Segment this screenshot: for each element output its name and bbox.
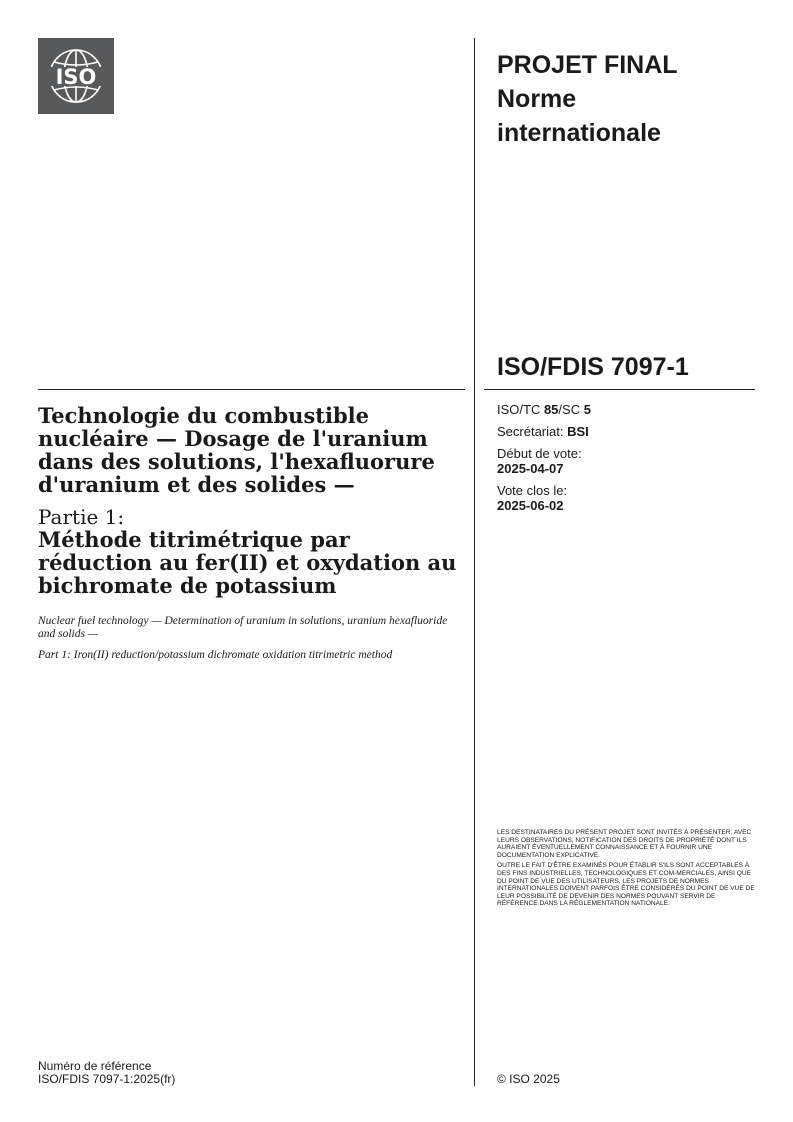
iso-logo-text: ISO xyxy=(55,65,97,89)
vote-end-date: 2025-06-02 xyxy=(497,498,564,513)
document-code: ISO/FDIS 7097-1 xyxy=(497,353,689,381)
english-part-title: Part 1: Iron(II) reduction/potassium dichromate oxidation titrimetric method xyxy=(38,649,393,661)
notice-paragraph-1: LES DESTINATAIRES DU PRÉSENT PROJET SONT INVITÉS À PRÉSENTER, AVEC LEURS OBSERVATIONS, NOTIFICATION DES DROITS DE PROPRIÉTÉ DONT ILS AURAIENT ÉVENTUELLEMENT CONNAISSANCE ET À FOURNIR UNE DOCUMENTATION EXPLICATIVE. xyxy=(497,829,752,859)
doc-type-line1: Norme xyxy=(497,85,577,113)
part-label: Partie 1: xyxy=(38,505,125,529)
reference-number xyxy=(38,1060,175,1086)
english-title: Nuclear fuel technology — Determination of uranium in solutions, uranium hexafluoride and solids — xyxy=(38,615,448,640)
draft-notice xyxy=(497,829,755,911)
iso-logo xyxy=(38,38,114,114)
vote-start: Début de vote: 2025-04-07 xyxy=(497,446,582,476)
doc-type-line2: internationale xyxy=(497,119,661,147)
vote-start-date: 2025-04-07 xyxy=(497,461,564,476)
secretariat: Secrétariat: BSI xyxy=(497,424,589,439)
reference-label: Numéro de référence xyxy=(38,1059,152,1073)
vote-end: Vote clos le: 2025-06-02 xyxy=(497,483,568,513)
reference-value: ISO/FDIS 7097-1:2025(fr) xyxy=(38,1072,176,1086)
vertical-divider xyxy=(474,38,475,1086)
main-title: Technologie du combustible nucléaire — Dosage de l'uranium dans des solutions, l'hexafluorure d'uranium et des solides — xyxy=(38,403,435,497)
committee: ISO/TC 85/SC 5 xyxy=(497,402,591,417)
document-metadata xyxy=(497,402,591,520)
status-label: PROJET FINAL xyxy=(497,51,678,79)
horizontal-divider-left xyxy=(38,389,465,390)
document-status xyxy=(497,48,767,150)
iso-logo-icon xyxy=(38,38,114,114)
notice-paragraph-2: OUTRE LE FAIT D'ÊTRE EXAMINÉS POUR ÉTABLIR S'ILS SONT ACCEPTABLES À DES FINS INDUSTRIELLES, TECHNOLOGIQUES ET COM-MERCIALES, AINSI QUE DU POINT DE VUE DES UTILISATEURS, LES PROJETS DE NORMES INTERNATIONALES DOIVENT PARFOIS ÊTRE CONSIDÉRÉS DU POINT DE VUE DE LEUR POSSIBILITÉ DE DEVENIR DES NORMES POUVANT SERVIR DE RÉFÉRENCE DANS LA RÉGLEMENTATION NATIONALE. xyxy=(497,862,755,908)
part-title: Méthode titrimétrique par réduction au fer(II) et oxydation au bichromate de potassium xyxy=(38,527,457,598)
copyright: © ISO 2025 xyxy=(497,1072,560,1086)
title-block xyxy=(38,404,458,662)
horizontal-divider-right xyxy=(484,389,755,390)
